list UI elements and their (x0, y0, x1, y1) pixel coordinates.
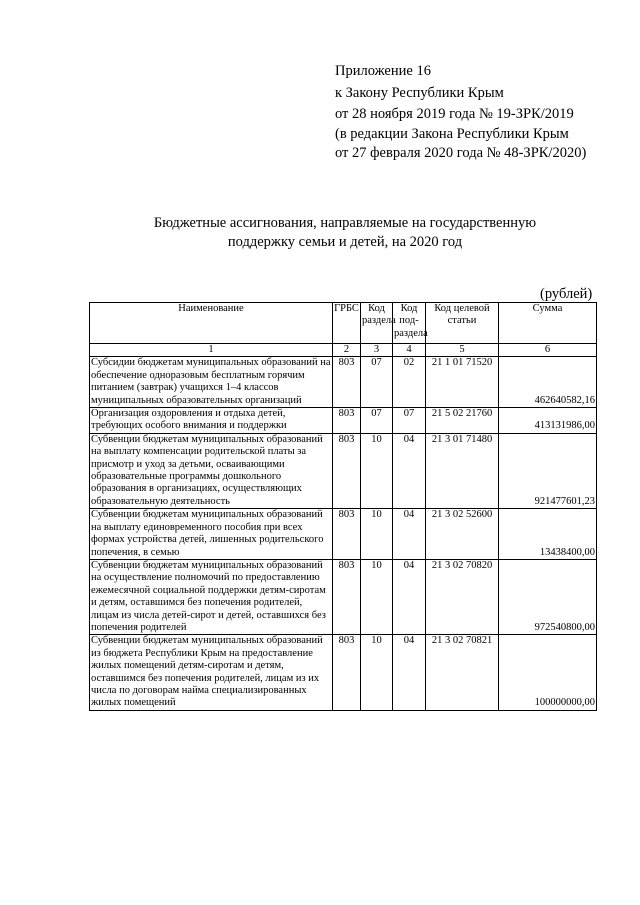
row-grbs: 803 (333, 433, 361, 508)
row-target: 21 3 02 70821 (426, 635, 499, 710)
table-row (90, 357, 597, 408)
row-subsection: 04 (393, 433, 426, 508)
header-sum: Сумма (499, 303, 597, 344)
header-grbs: ГРБС (333, 303, 361, 344)
appendix-header (335, 62, 586, 164)
row-sum: 462640582,16 (499, 357, 597, 408)
budget-table (89, 302, 597, 711)
row-section: 10 (361, 509, 393, 560)
column-number: 5 (426, 344, 499, 357)
table-header-row (90, 303, 597, 344)
row-target: 21 3 02 52600 (426, 509, 499, 560)
row-section: 10 (361, 559, 393, 634)
row-sum: 413131986,00 (499, 408, 597, 434)
row-target: 21 1 01 71520 (426, 357, 499, 408)
appendix-revision: (в редакции Закона Республики Крым (335, 125, 569, 142)
appendix-law: к Закону Республики Крым (335, 84, 504, 101)
row-subsection: 04 (393, 635, 426, 710)
row-name: Организация оздоровления и отдыха детей, требующих особого внимания и поддержки (90, 408, 333, 434)
column-number: 2 (333, 344, 361, 357)
column-number: 4 (393, 344, 426, 357)
title-line-2: поддержку семьи и детей, на 2020 год (227, 234, 463, 250)
row-section: 07 (361, 408, 393, 434)
row-grbs: 803 (333, 357, 361, 408)
row-subsection: 04 (393, 509, 426, 560)
document-title (90, 214, 600, 252)
column-number: 1 (90, 344, 333, 357)
row-sum: 100000000,00 (499, 635, 597, 710)
title-line-1: Бюджетные ассигнования, направляемые на государственную (153, 215, 537, 231)
column-number-row (90, 344, 597, 357)
appendix-law-date: от 28 ноября 2019 года № 19-ЗРК/2019 (335, 106, 574, 122)
appendix-number: Приложение 16 (335, 63, 431, 79)
header-section: Код раздела (361, 303, 393, 344)
row-grbs: 803 (333, 509, 361, 560)
row-sum: 13438400,00 (499, 509, 597, 560)
row-section: 07 (361, 357, 393, 408)
appendix-revision-date: от 27 февраля 2020 года № 48-ЗРК/2020) (335, 145, 587, 161)
row-name: Субвенции бюджетам муниципальных образований на выплату компенсации родительской платы за присмотр и уход за детьми, осваивающими образовательные программы дошкольного образования в организациях, осуществляющих образовательную деятельность (90, 433, 333, 508)
row-name: Субсидии бюджетам муниципальных образований на обеспечение одноразовым бесплатным горячим питанием (завтрак) учащихся 1–4 классов муниципальных образовательных организаций (91, 357, 331, 406)
row-section: 10 (361, 433, 393, 508)
table-row (90, 509, 597, 560)
table-row (90, 433, 597, 508)
header-target: Код целевой статьи (426, 303, 499, 344)
row-name: Субвенции бюджетам муниципальных образований на осуществление полномочий по предоставлению ежемесячной социальной поддержки детям-сиротам и детям, оставшимся без попечения родителей, лицам из числа детей-сирот и детей, оставшихся без попечения родителей (90, 559, 333, 634)
table-row (90, 408, 597, 434)
row-grbs: 803 (333, 408, 361, 434)
row-section: 10 (361, 635, 393, 710)
column-number: 6 (499, 344, 597, 357)
row-target: 21 5 02 21760 (426, 408, 499, 434)
row-subsection: 07 (393, 408, 426, 434)
row-target: 21 3 01 71480 (426, 433, 499, 508)
header-name: Наименование (90, 303, 333, 344)
row-name: Субвенции бюджетам муниципальных образований на выплату единовременного пособия при всех формах устройства детей, лишенных родительского попечения, в семью (90, 509, 333, 560)
row-target: 21 3 02 70820 (426, 559, 499, 634)
header-subsection: Код под-раздела (393, 303, 426, 344)
row-sum: 921477601,23 (499, 433, 597, 508)
row-sum: 972540800,00 (499, 559, 597, 634)
unit-label: (рублей) (540, 286, 593, 302)
row-subsection: 04 (393, 559, 426, 634)
table-row (90, 559, 597, 634)
row-grbs: 803 (333, 635, 361, 710)
row-subsection: 02 (393, 357, 426, 408)
row-grbs: 803 (333, 559, 361, 634)
table-row (90, 635, 597, 710)
column-number: 3 (361, 344, 393, 357)
row-name: Субвенции бюджетам муниципальных образований из бюджета Республики Крым на предоставление жилых помещений детям-сиротам и детям, оставшимся без попечения родителей, лицам из их числа по договорам найма специализированных жилых помещений (90, 635, 333, 710)
